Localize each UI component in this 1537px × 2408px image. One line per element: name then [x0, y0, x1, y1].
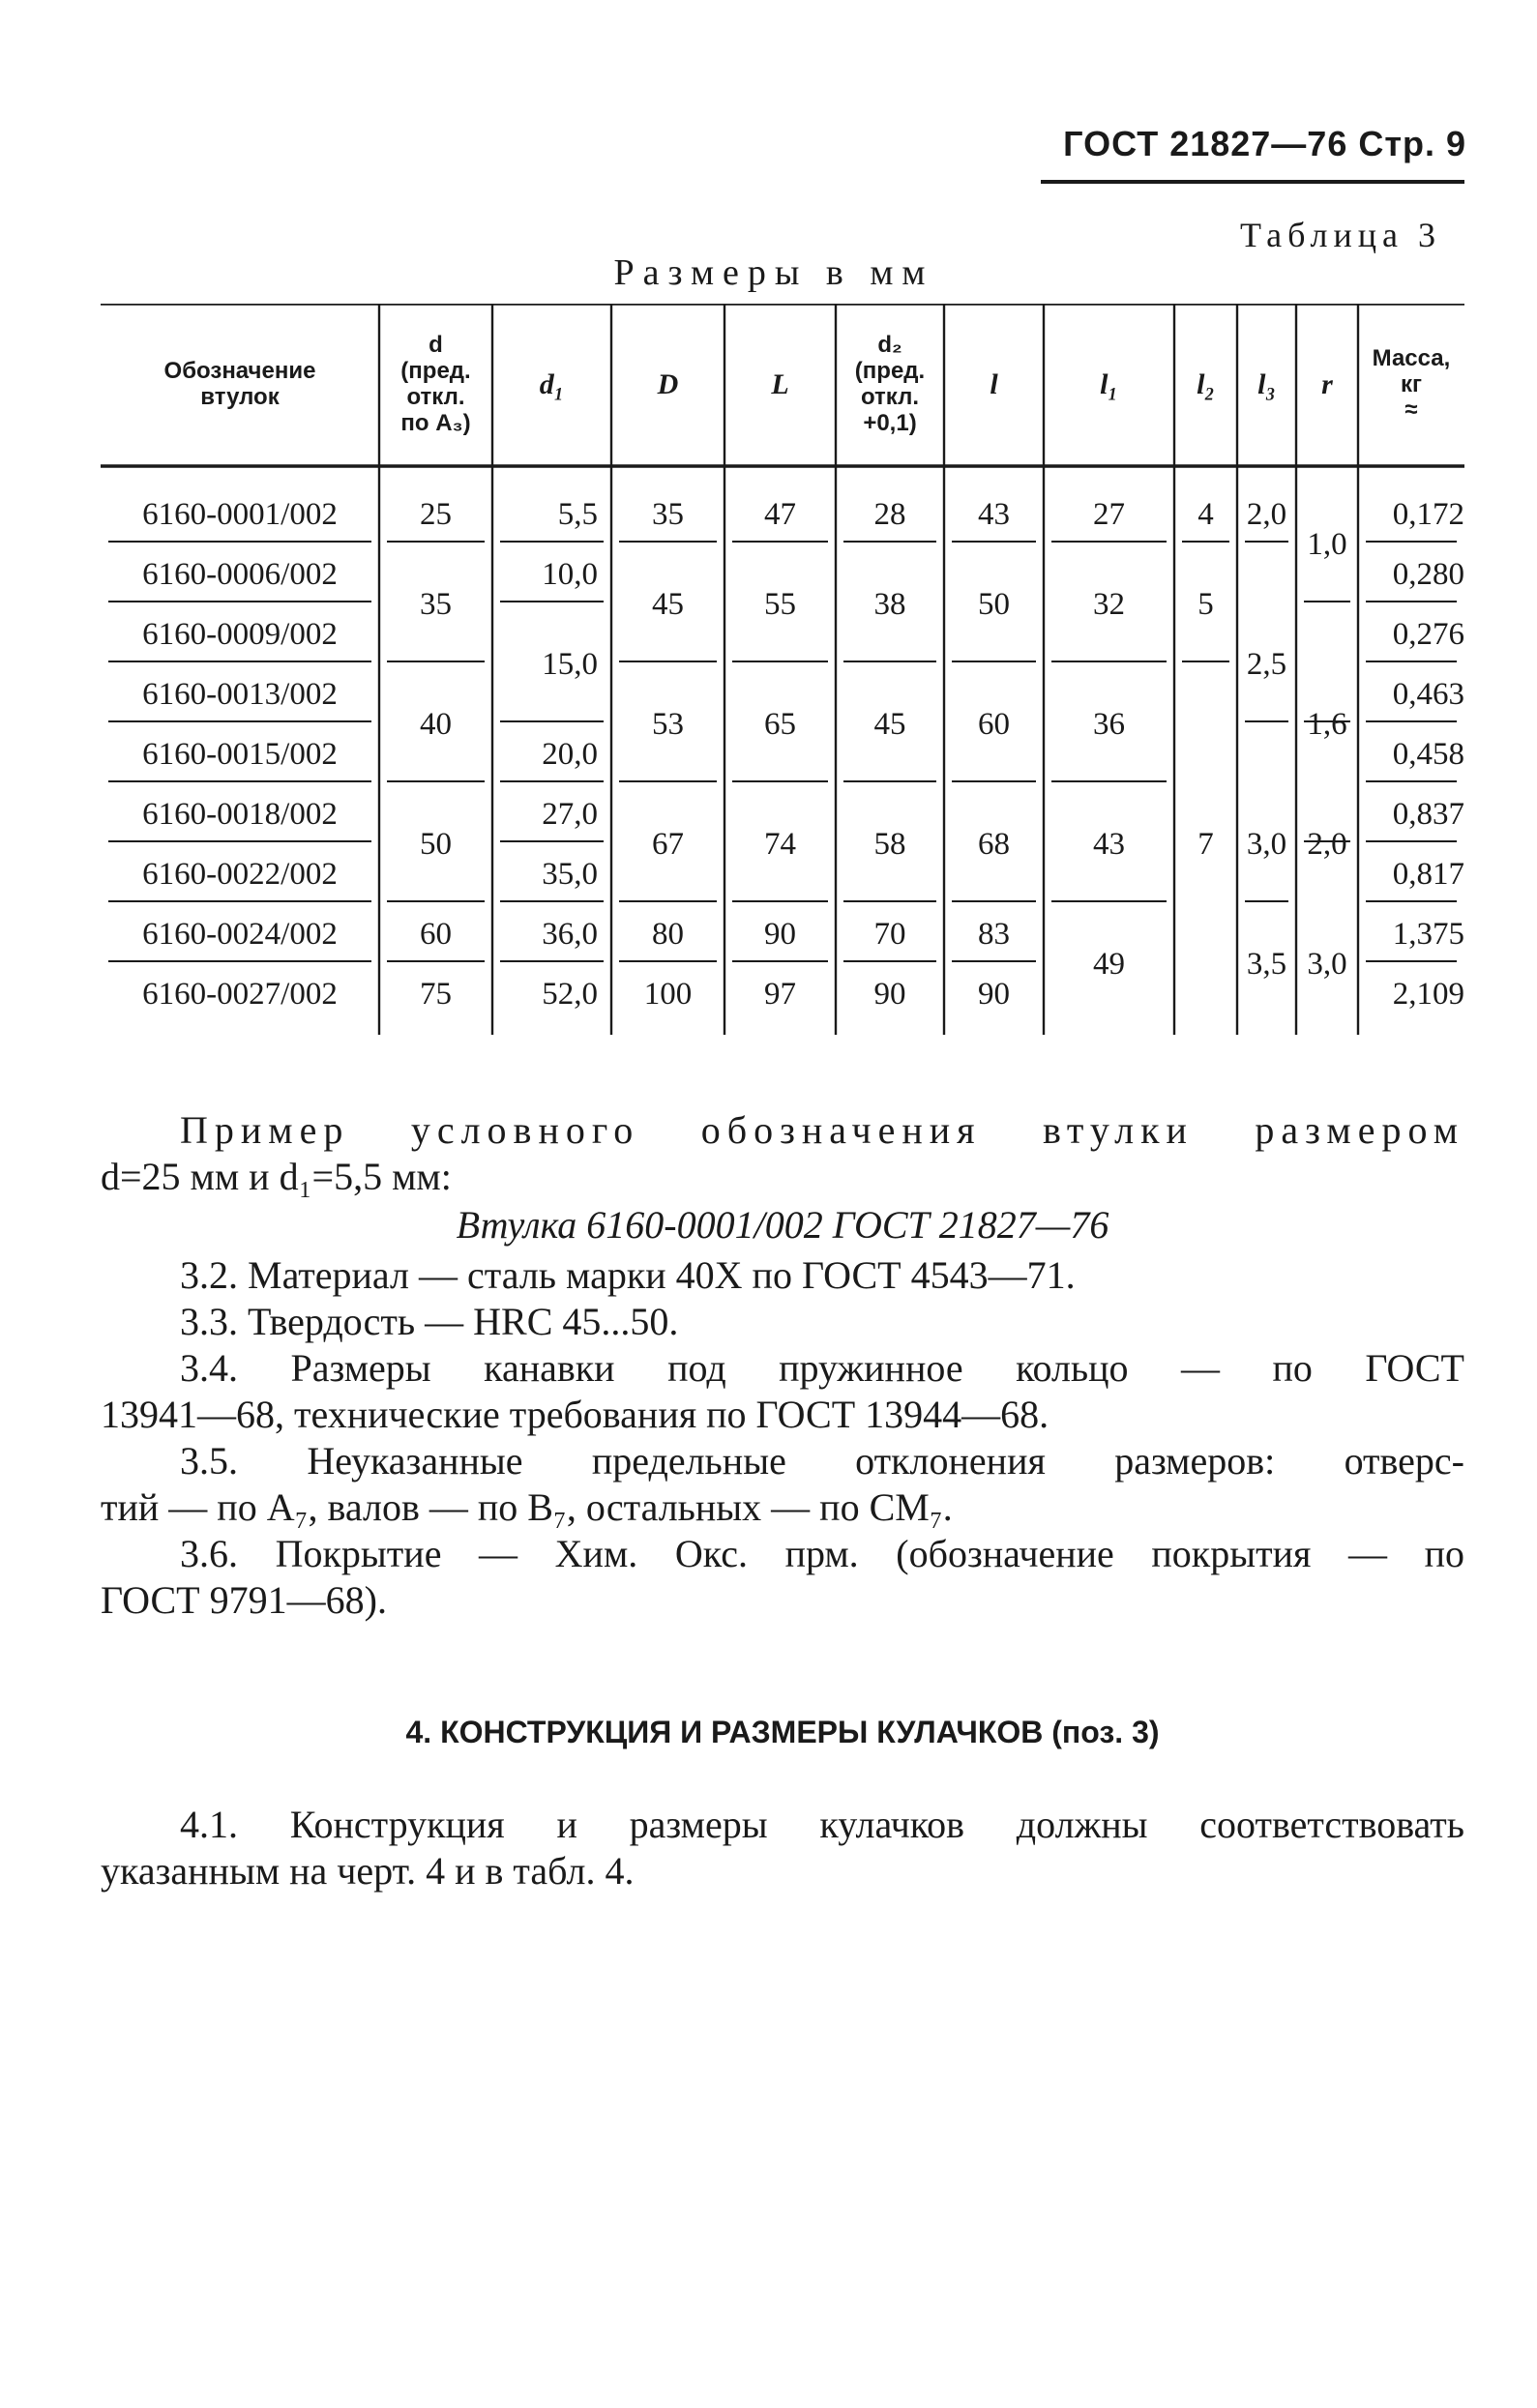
table-cell-mass: 0,280 — [1392, 556, 1464, 592]
table-cell-l3: 2,5 — [1246, 646, 1287, 682]
table-cell-d2: 70 — [873, 916, 906, 952]
table-cell-r: 1,0 — [1307, 526, 1347, 562]
table-cell-d1: 27,0 — [542, 796, 598, 832]
clause-3-3: 3.3. Твердость — HRC 45...50. — [180, 1300, 679, 1343]
table-cell-l1: 49 — [1093, 946, 1125, 982]
table-header-cell: Масса, кг ≈ — [1372, 344, 1451, 424]
table-cell-mass: 0,458 — [1392, 736, 1464, 772]
table-cell-d: 40 — [420, 706, 452, 742]
table-cell-l3: 3,0 — [1246, 826, 1287, 862]
table-cell-l1: 36 — [1093, 706, 1125, 742]
clause-3-4-line2: 13941—68, технические требования по ГОСТ 13944—68. — [101, 1393, 1049, 1436]
table-cell-d: 35 — [420, 586, 452, 622]
table-cell-r: 3,0 — [1307, 946, 1347, 982]
table-header-cell: l₂ — [1197, 368, 1215, 401]
table-cell-d2: 38 — [873, 586, 906, 622]
table-header-cell: l₃ — [1257, 368, 1276, 401]
table-cell-l: 43 — [978, 496, 1010, 532]
table-cell-D: 67 — [652, 826, 684, 862]
table-cell-d2: 90 — [873, 976, 906, 1012]
clause-3-5-line1: 3.5. Неуказанные предельные отклонения размеров: отверс- — [180, 1439, 1464, 1483]
table-cell-d: 75 — [420, 976, 452, 1012]
table-cell-D: 35 — [652, 496, 684, 532]
table-header-cell: d (пред. откл. по A₃) — [400, 332, 471, 436]
table-cell-designation: 6160-0001/002 — [142, 496, 338, 532]
table-cell-designation: 6160-0024/002 — [142, 916, 338, 952]
table-cell-d2: 45 — [873, 706, 906, 742]
table-cell-l: 68 — [978, 826, 1010, 862]
table-number: Таблица 3 — [1240, 216, 1441, 254]
table-cell-L: 97 — [764, 976, 796, 1012]
example-heading: Пример условного обозначения втулки размером — [180, 1108, 1464, 1152]
table-cell-l2: 4 — [1197, 496, 1214, 532]
table-cell-l: 50 — [978, 586, 1010, 622]
table-cell-l2: 5 — [1197, 586, 1214, 622]
table-cell-designation: 6160-0015/002 — [142, 736, 338, 772]
table-cell-D: 80 — [652, 916, 684, 952]
table-caption: Размеры в мм — [613, 252, 934, 293]
clause-3-6-line1: 3.6. Покрытие — Хим. Окс. прм. (обозначение покрытия — по — [180, 1532, 1464, 1575]
table-cell-D: 45 — [652, 586, 684, 622]
table-cell-r: 1,6 — [1307, 706, 1347, 742]
table-cell-mass: 0,837 — [1392, 796, 1464, 832]
clause-4-1-line1: 4.1. Конструкция и размеры кулачков должны соответствовать — [180, 1803, 1464, 1846]
table-header-cell: d₁ — [539, 368, 565, 401]
table-cell-d1: 15,0 — [542, 646, 598, 682]
table-cell-d1: 35,0 — [542, 856, 598, 892]
table-cell-d2: 58 — [873, 826, 906, 862]
header-rule — [1041, 180, 1464, 184]
table-cell-l1: 27 — [1093, 496, 1125, 532]
table-cell-L: 90 — [764, 916, 796, 952]
bushing-dimensions-table — [101, 304, 1464, 1048]
table-cell-l: 60 — [978, 706, 1010, 742]
table-cell-d1: 5,5 — [557, 496, 598, 532]
table-cell-l: 83 — [978, 916, 1010, 952]
table-cell-d: 60 — [420, 916, 452, 952]
table-cell-d1: 52,0 — [542, 976, 598, 1012]
running-header: ГОСТ 21827—76 Стр. 9 — [1063, 124, 1466, 163]
table-cell-L: 65 — [764, 706, 796, 742]
table-cell-d: 25 — [420, 496, 452, 532]
table-header-cell: L — [771, 368, 789, 401]
table-header-cell: d₂ (пред. откл. +0,1) — [854, 332, 926, 436]
table-cell-L: 74 — [764, 826, 796, 862]
table-cell-l3: 3,5 — [1246, 946, 1287, 982]
table-cell-d1: 36,0 — [542, 916, 598, 952]
table-cell-r: 2,0 — [1307, 826, 1347, 862]
table-cell-designation: 6160-0027/002 — [142, 976, 338, 1012]
example-designation: Втулка 6160-0001/002 ГОСТ 21827—76 — [456, 1203, 1109, 1247]
clause-3-5-line2: тий — по A₇, валов — по B₇, остальных — по CM₇. — [101, 1485, 953, 1529]
table-cell-L: 55 — [764, 586, 796, 622]
table-header-cell: D — [657, 368, 679, 401]
table-cell-designation: 6160-0022/002 — [142, 856, 338, 892]
table-cell-mass: 0,276 — [1392, 616, 1464, 652]
clause-3-2: 3.2. Материал — сталь марки 40Х по ГОСТ 4543—71. — [180, 1253, 1076, 1297]
table-cell-l: 90 — [978, 976, 1010, 1012]
table-header-cell: r — [1321, 368, 1333, 401]
table-cell-mass: 1,375 — [1392, 916, 1464, 952]
clause-3-4-line1: 3.4. Размеры канавки под пружинное кольцо — по ГОСТ — [180, 1346, 1464, 1390]
table-header-cell: l — [990, 368, 998, 401]
table-cell-d: 50 — [420, 826, 452, 862]
table-cell-d1: 20,0 — [542, 736, 598, 772]
table-cell-l2: 7 — [1197, 826, 1214, 862]
table-header-cell: Обозначение втулок — [163, 358, 316, 410]
table-cell-d2: 28 — [873, 496, 906, 532]
table-cell-designation: 6160-0018/002 — [142, 796, 338, 832]
table-cell-D: 100 — [643, 976, 693, 1012]
table-cell-designation: 6160-0009/002 — [142, 616, 338, 652]
table-cell-D: 53 — [652, 706, 684, 742]
table-cell-l3: 2,0 — [1246, 496, 1287, 532]
table-cell-designation: 6160-0013/002 — [142, 676, 338, 712]
table-cell-mass: 0,817 — [1392, 856, 1464, 892]
table-cell-mass: 0,463 — [1392, 676, 1464, 712]
table-cell-mass: 2,109 — [1392, 976, 1464, 1012]
example-dimensions: d=25 мм и d₁=5,5 мм: — [101, 1155, 452, 1198]
table-cell-l1: 43 — [1093, 826, 1125, 862]
table-cell-l1: 32 — [1093, 586, 1125, 622]
table-cell-L: 47 — [764, 496, 796, 532]
table-cell-d1: 10,0 — [542, 556, 598, 592]
clause-3-6-line2: ГОСТ 9791—68). — [101, 1578, 387, 1622]
clause-4-1-line2: указанным на черт. 4 и в табл. 4. — [101, 1849, 635, 1893]
table-header-cell: l₁ — [1100, 368, 1118, 401]
table-cell-designation: 6160-0006/002 — [142, 556, 338, 592]
table-cell-mass: 0,172 — [1392, 496, 1464, 532]
section-4-title: 4. КОНСТРУКЦИЯ И РАЗМЕРЫ КУЛАЧКОВ (поз. 3) — [405, 1715, 1160, 1749]
